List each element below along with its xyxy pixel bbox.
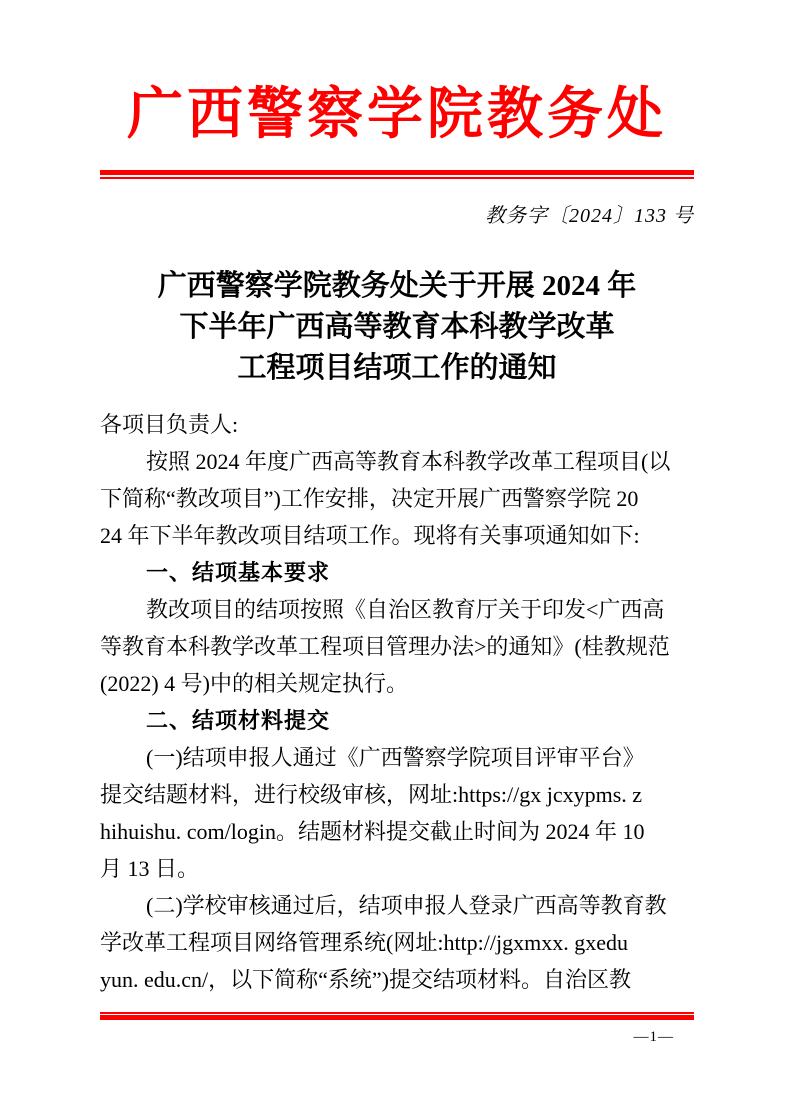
page-number: —1— <box>633 1029 674 1045</box>
body-line: 24 年下半年教改项目结项工作。现将有关事项通知如下: <box>100 523 640 548</box>
document-body <box>100 406 694 998</box>
footer-red-rule <box>100 1012 694 1020</box>
body-line: (一)结项申报人通过《广西警察学院项目评审平台》 <box>146 745 645 770</box>
header-red-rule <box>100 170 694 179</box>
body-line: 学改革工程项目网络管理系统(网址:http://jgxmxx. gxedu <box>100 930 628 955</box>
notice-title-line-3: 工程项目结项工作的通知 <box>237 352 557 384</box>
body-line: yun. edu.cn/，以下简称“系统”)提交结项材料。自治区教 <box>100 967 631 992</box>
body-line: 按照 2024 年度广西高等教育本科教学改革工程项目(以 <box>146 449 671 474</box>
body-line: (2022) 4 号)中的相关规定执行。 <box>100 671 408 696</box>
body-line: 各项目负责人: <box>100 412 239 437</box>
body-line: 提交结题材料，进行校级审核，网址:https://gx jcxypms. z <box>100 782 643 807</box>
body-line: 教改项目的结项按照《自治区教育厅关于印发<广西高 <box>146 597 665 622</box>
body-line: 等教育本科教学改革工程项目管理办法>的通知》(桂教规范 <box>100 634 670 659</box>
footer-rule-thick-bar <box>100 1015 694 1020</box>
section-heading: 二、结项材料提交 <box>146 708 331 733</box>
notice-title-line-1: 广西警察学院教务处关于开展 2024 年 <box>157 270 637 302</box>
body-line: (二)学校审核通过后，结项申报人登录广西高等教育教 <box>146 893 667 918</box>
body-line: 下简称“教改项目”)工作安排，决定开展广西警察学院 20 <box>100 486 639 511</box>
notice-title <box>100 266 694 389</box>
section-heading: 一、结项基本要求 <box>146 560 331 585</box>
header-rule-thin-bar <box>100 177 694 179</box>
doc-number: 教务字〔2024〕133 号 <box>485 205 694 227</box>
body-line: 月 13 日。 <box>100 856 200 881</box>
org-title: 广西警察学院教务处 <box>127 84 667 146</box>
notice-title-line-2: 下半年广西高等教育本科教学改革 <box>179 311 615 343</box>
body-line: hihuishu. com/login。结题材料提交截止时间为 2024 年 10 <box>100 819 645 844</box>
